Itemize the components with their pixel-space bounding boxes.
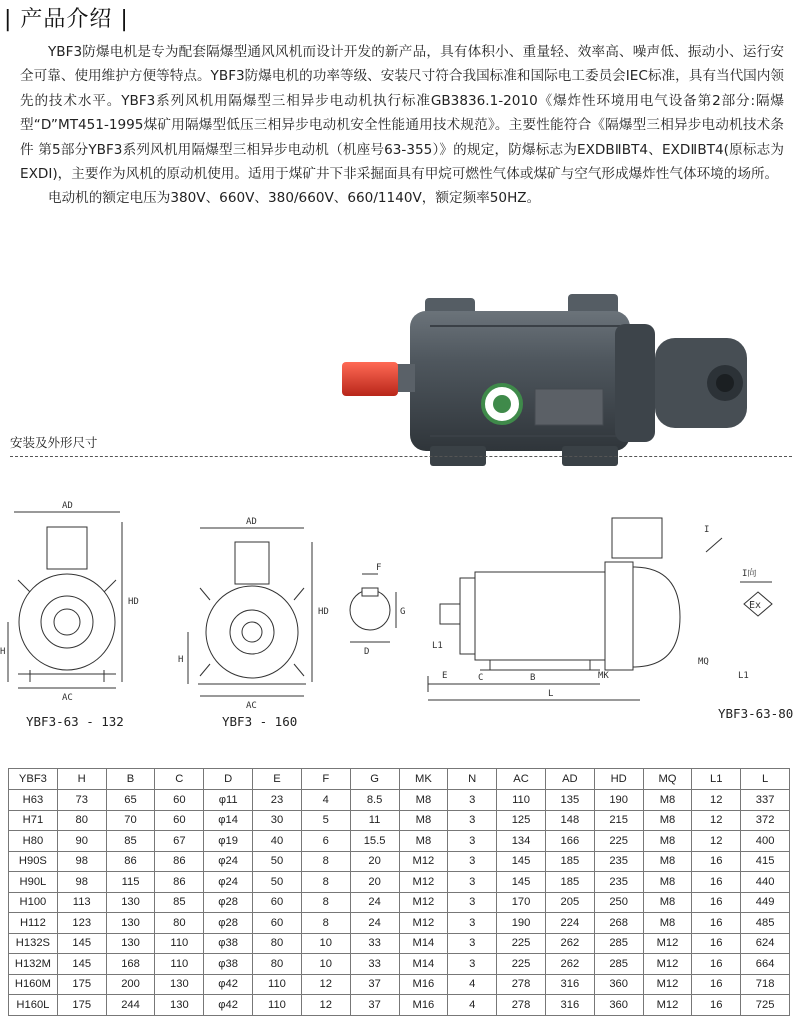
table-cell: 80: [57, 810, 106, 831]
column-header: H: [57, 769, 106, 790]
table-cell: 205: [545, 892, 594, 913]
table-row: [9, 892, 790, 913]
table-cell: 16: [692, 974, 741, 995]
table-cell: 215: [594, 810, 643, 831]
table-cell: 86: [155, 851, 204, 872]
table-cell: 235: [594, 872, 643, 893]
column-header: D: [204, 769, 253, 790]
table-cell: 148: [545, 810, 594, 831]
table-cell: 168: [106, 954, 155, 975]
table-cell: φ38: [204, 933, 253, 954]
install-dimensions-label: 安装及外形尺寸: [10, 435, 98, 450]
table-cell: 225: [497, 933, 546, 954]
table-cell: 73: [57, 790, 106, 811]
table-cell: M12: [399, 851, 448, 872]
table-cell: 85: [155, 892, 204, 913]
table-cell: M8: [643, 831, 692, 852]
table-cell: φ28: [204, 892, 253, 913]
table-cell: 50: [253, 872, 302, 893]
table-cell: 5: [301, 810, 350, 831]
specification-table: [8, 768, 790, 1016]
column-header: YBF3: [9, 769, 58, 790]
table-row: [9, 933, 790, 954]
dim-label-g: G: [400, 607, 406, 617]
table-cell: 33: [350, 954, 399, 975]
table-cell: 3: [448, 913, 497, 934]
frame-size-cell: H160M: [9, 974, 58, 995]
table-cell: 98: [57, 872, 106, 893]
column-header: L: [741, 769, 790, 790]
table-cell: 3: [448, 831, 497, 852]
table-cell: 8: [301, 892, 350, 913]
table-cell: φ42: [204, 974, 253, 995]
table-cell: 175: [57, 974, 106, 995]
table-row: [9, 790, 790, 811]
frame-size-cell: H132M: [9, 954, 58, 975]
shaft-section: [350, 574, 396, 642]
table-cell: 8.5: [350, 790, 399, 811]
table-cell: 3: [448, 892, 497, 913]
table-cell: 225: [497, 954, 546, 975]
frame-size-cell: H100: [9, 892, 58, 913]
ex-mark: Ex: [749, 600, 762, 611]
table-cell: 24: [350, 913, 399, 934]
dim-label-e: E: [442, 671, 448, 681]
dim-label-l1: L1: [432, 641, 443, 651]
table-cell: 12: [301, 974, 350, 995]
dim-label-l1: L1: [738, 671, 749, 681]
table-cell: 360: [594, 995, 643, 1016]
column-header: N: [448, 769, 497, 790]
table-cell: M8: [399, 810, 448, 831]
table-cell: 200: [106, 974, 155, 995]
front-view-63-132: [8, 512, 122, 688]
table-row: [9, 831, 790, 852]
table-cell: M8: [643, 872, 692, 893]
table-cell: 8: [301, 872, 350, 893]
table-row: [9, 954, 790, 975]
section-title: | 产品介绍 |: [4, 7, 129, 32]
table-cell: M12: [643, 954, 692, 975]
table-cell: 110: [497, 790, 546, 811]
table-cell: 86: [155, 872, 204, 893]
dim-label-i-direction: I向: [742, 569, 757, 579]
table-row: [9, 995, 790, 1016]
table-cell: 3: [448, 810, 497, 831]
dim-label-hd: HD: [318, 607, 329, 617]
table-row: [9, 851, 790, 872]
table-cell: 224: [545, 913, 594, 934]
table-cell: M8: [643, 892, 692, 913]
table-cell: 60: [253, 892, 302, 913]
dim-label-mq: MQ: [698, 657, 709, 667]
table-cell: 3: [448, 954, 497, 975]
table-cell: 262: [545, 954, 594, 975]
table-cell: φ11: [204, 790, 253, 811]
dim-label-ad: AD: [62, 501, 73, 511]
table-row: [9, 872, 790, 893]
dim-label-ad: AD: [246, 517, 257, 527]
table-cell: 278: [497, 974, 546, 995]
drawing-caption: YBF3-63 - 132: [26, 714, 124, 729]
table-cell: 440: [741, 872, 790, 893]
table-cell: φ42: [204, 995, 253, 1016]
table-cell: 250: [594, 892, 643, 913]
table-cell: 415: [741, 851, 790, 872]
table-cell: 225: [594, 831, 643, 852]
table-row: [9, 913, 790, 934]
table-cell: 4: [448, 995, 497, 1016]
frame-size-cell: H160L: [9, 995, 58, 1016]
table-cell: 113: [57, 892, 106, 913]
table-cell: 170: [497, 892, 546, 913]
table-cell: 337: [741, 790, 790, 811]
table-cell: 285: [594, 933, 643, 954]
frame-size-cell: H71: [9, 810, 58, 831]
table-cell: 16: [692, 954, 741, 975]
section-divider: [10, 456, 792, 457]
column-header: B: [106, 769, 155, 790]
dim-label-b: B: [530, 673, 536, 683]
table-cell: M8: [399, 790, 448, 811]
column-header: HD: [594, 769, 643, 790]
table-cell: 145: [57, 954, 106, 975]
dim-label-h: H: [178, 655, 184, 665]
table-cell: 24: [350, 892, 399, 913]
table-cell: 3: [448, 872, 497, 893]
table-cell: 185: [545, 851, 594, 872]
table-cell: 16: [692, 913, 741, 934]
table-cell: 40: [253, 831, 302, 852]
dim-label-f: F: [376, 563, 382, 573]
table-cell: 12: [301, 995, 350, 1016]
table-cell: 372: [741, 810, 790, 831]
table-cell: 130: [106, 913, 155, 934]
table-cell: 166: [545, 831, 594, 852]
column-header: F: [301, 769, 350, 790]
table-cell: M12: [643, 933, 692, 954]
table-cell: 268: [594, 913, 643, 934]
column-header: G: [350, 769, 399, 790]
table-cell: φ14: [204, 810, 253, 831]
table-cell: 67: [155, 831, 204, 852]
table-cell: 33: [350, 933, 399, 954]
end-shield: [615, 324, 655, 442]
dim-label-c: C: [478, 673, 484, 683]
table-cell: 235: [594, 851, 643, 872]
table-cell: 624: [741, 933, 790, 954]
dim-label-i: I: [704, 525, 710, 535]
table-cell: 8: [301, 851, 350, 872]
table-cell: 16: [692, 933, 741, 954]
table-cell: 145: [497, 851, 546, 872]
table-cell: 15.5: [350, 831, 399, 852]
table-cell: 12: [692, 831, 741, 852]
frame-size-cell: H132S: [9, 933, 58, 954]
table-cell: 190: [594, 790, 643, 811]
table-cell: 134: [497, 831, 546, 852]
table-cell: 70: [106, 810, 155, 831]
table-cell: 23: [253, 790, 302, 811]
table-cell: φ24: [204, 872, 253, 893]
table-cell: 12: [692, 790, 741, 811]
table-cell: 725: [741, 995, 790, 1016]
product-introduction: [20, 40, 784, 211]
table-header-row: [9, 769, 790, 790]
intro-paragraph: 电动机的额定电压为380V、660V、380/660V、660/1140V，额定频率50HZ。: [48, 190, 541, 207]
table-cell: 50: [253, 851, 302, 872]
table-cell: 278: [497, 995, 546, 1016]
table-cell: 3: [448, 933, 497, 954]
table-cell: 20: [350, 872, 399, 893]
table-row: [9, 810, 790, 831]
table-cell: 175: [57, 995, 106, 1016]
table-cell: 110: [253, 974, 302, 995]
table-cell: 110: [253, 995, 302, 1016]
table-cell: 80: [253, 933, 302, 954]
column-header: AD: [545, 769, 594, 790]
table-cell: 262: [545, 933, 594, 954]
table-cell: 16: [692, 872, 741, 893]
table-cell: 123: [57, 913, 106, 934]
table-cell: 98: [57, 851, 106, 872]
table-cell: M8: [643, 913, 692, 934]
table-cell: 244: [106, 995, 155, 1016]
table-cell: 60: [253, 913, 302, 934]
table-cell: 37: [350, 995, 399, 1016]
table-cell: 110: [155, 954, 204, 975]
frame-size-cell: H90S: [9, 851, 58, 872]
table-cell: M16: [399, 974, 448, 995]
table-cell: φ19: [204, 831, 253, 852]
table-cell: 65: [106, 790, 155, 811]
dim-label-hd: HD: [128, 597, 139, 607]
dim-label-d: D: [364, 647, 370, 657]
table-cell: 60: [155, 810, 204, 831]
table-cell: 85: [106, 831, 155, 852]
table-cell: 449: [741, 892, 790, 913]
table-cell: 145: [57, 933, 106, 954]
drawing-caption: YBF3-63-80: [718, 706, 794, 721]
column-header: MQ: [643, 769, 692, 790]
table-cell: 190: [497, 913, 546, 934]
dim-label-ac: AC: [62, 693, 73, 703]
table-cell: M14: [399, 933, 448, 954]
table-cell: 6: [301, 831, 350, 852]
column-header: AC: [497, 769, 546, 790]
table-cell: M14: [399, 954, 448, 975]
table-cell: 30: [253, 810, 302, 831]
column-header: L1: [692, 769, 741, 790]
nameplate: [535, 389, 603, 425]
table-cell: M8: [643, 851, 692, 872]
table-cell: 285: [594, 954, 643, 975]
table-cell: 4: [301, 790, 350, 811]
table-cell: 4: [448, 974, 497, 995]
dim-label-l: L: [548, 689, 554, 699]
table-body: [9, 790, 790, 1016]
table-cell: M12: [399, 892, 448, 913]
table-cell: M12: [643, 995, 692, 1016]
table-cell: 3: [448, 790, 497, 811]
table-cell: 16: [692, 995, 741, 1016]
table-cell: 11: [350, 810, 399, 831]
table-cell: 130: [106, 933, 155, 954]
front-view-160: [188, 528, 312, 696]
table-cell: 80: [253, 954, 302, 975]
table-cell: M12: [643, 974, 692, 995]
column-header: C: [155, 769, 204, 790]
table-cell: 130: [155, 995, 204, 1016]
column-header: E: [253, 769, 302, 790]
table-cell: 125: [497, 810, 546, 831]
table-cell: φ28: [204, 913, 253, 934]
table-cell: 145: [497, 872, 546, 893]
motor-body: [410, 311, 630, 451]
drawing-caption: YBF3 - 160: [222, 714, 298, 729]
table-row: [9, 974, 790, 995]
table-cell: M12: [399, 913, 448, 934]
table-cell: 130: [155, 974, 204, 995]
motor-photo: [330, 286, 770, 476]
table-cell: 110: [155, 933, 204, 954]
table-cell: 86: [106, 851, 155, 872]
table-cell: 115: [106, 872, 155, 893]
table-cell: 10: [301, 933, 350, 954]
table-cell: 80: [155, 913, 204, 934]
table-cell: M8: [399, 831, 448, 852]
table-cell: M16: [399, 995, 448, 1016]
table-cell: 8: [301, 913, 350, 934]
table-cell: 10: [301, 954, 350, 975]
table-cell: M12: [399, 872, 448, 893]
dim-label-mk: MK: [598, 671, 609, 681]
table-cell: 12: [692, 810, 741, 831]
table-cell: 130: [106, 892, 155, 913]
table-cell: 3: [448, 851, 497, 872]
table-cell: 718: [741, 974, 790, 995]
red-shaft-cap: [342, 362, 398, 396]
table-cell: 316: [545, 995, 594, 1016]
table-cell: 20: [350, 851, 399, 872]
table-cell: M8: [643, 790, 692, 811]
frame-size-cell: H80: [9, 831, 58, 852]
table-cell: 664: [741, 954, 790, 975]
table-cell: M8: [643, 810, 692, 831]
frame-size-cell: H63: [9, 790, 58, 811]
table-cell: 90: [57, 831, 106, 852]
table-cell: 400: [741, 831, 790, 852]
dim-label-h: H: [0, 647, 6, 657]
table-cell: 185: [545, 872, 594, 893]
intro-paragraph: YBF3防爆电机是专为配套隔爆型通风风机而设计开发的新产品，具有体积小、重量轻、效率高、噪声低、振动小、运行安全可靠、使用维护方便等特点。YBF3防爆电机的功率等级、安装尺寸符合我国标准和国际电工委员会IEC标准，具有当代国内领先的技术水平。YBF3系列风机用隔爆型三相异步电动机执行标准GB3836.1-2010《爆炸性环境用电气设备第2部分:隔爆型“D”MT451-1995煤矿用隔爆型低压三相异步电动机安全性能通用技术规范》。主要性能符合《隔爆型三相异步电动机技术条件 第5部分YBF3系列风机用隔爆型三相异步电动机（机座号63-355）》的规定，防爆标志为EXDBⅡBT4、EXDⅡBT4(原标志为EXDⅠ)，主要作为风机的原动机使用。适用于煤矿井下非采掘面具有甲烷可燃性气体或煤矿与空气形成爆炸性气体环境的场所。: [20, 44, 784, 183]
frame-size-cell: H90L: [9, 872, 58, 893]
table-cell: 316: [545, 974, 594, 995]
table-cell: 485: [741, 913, 790, 934]
table-cell: φ24: [204, 851, 253, 872]
table-cell: 360: [594, 974, 643, 995]
table-cell: 60: [155, 790, 204, 811]
frame-size-cell: H112: [9, 913, 58, 934]
column-header: MK: [399, 769, 448, 790]
table-cell: 16: [692, 851, 741, 872]
table-cell: 16: [692, 892, 741, 913]
table-cell: 37: [350, 974, 399, 995]
table-cell: φ38: [204, 954, 253, 975]
dim-label-ac: AC: [246, 701, 257, 711]
table-cell: 135: [545, 790, 594, 811]
dimension-drawings: [0, 492, 800, 742]
